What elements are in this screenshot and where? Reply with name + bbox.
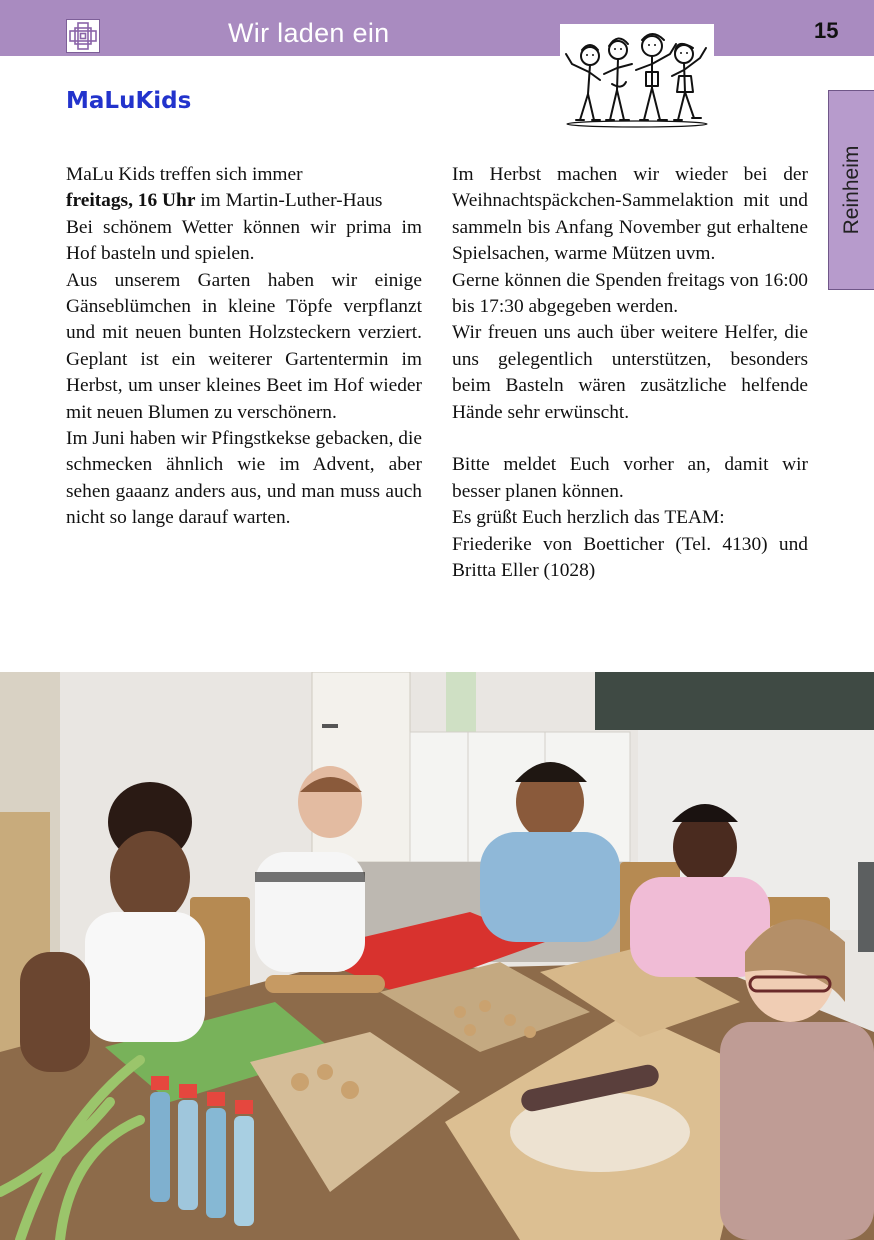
right-column	[452, 162, 808, 584]
right-paragraph-2: Gerne können die Spenden freitags von 16:00 bis 17:30 abgegeben werden.	[452, 269, 808, 318]
right-paragraph-5: Es grüßt Euch herzlich das TEAM:	[452, 507, 725, 529]
header-title: Wir laden ein	[228, 18, 390, 48]
cartoon-group-of-children-icon	[560, 24, 714, 130]
meeting-intro: MaLu Kids treffen sich immer	[66, 164, 303, 185]
left-paragraph-3: Aus unserem Garten haben wir einige Gänseblümchen in kleine Töpfe verpflanzt und mit neuen bunten Holzsteckern verziert. Geplant ist ein weiterer Gartentermin im Herbst, um unser kleines Beet im Hof wieder mit neuen Blumen zu verschönern.	[66, 269, 422, 423]
right-paragraph-4: Bitte meldet Euch vorher an, damit wir besser planen können.	[452, 454, 808, 502]
right-paragraph-3: Wir freuen uns auch über weitere Helfer, die uns gelegentlich unterstützen, besonders beim Basteln wären zusätzliche helfende Hände sehr erwünscht.	[452, 322, 808, 423]
right-paragraph-6: Friederike von Boetticher (Tel. 4130) und Britta Eller (1028)	[452, 533, 808, 582]
header-bar	[0, 0, 874, 56]
side-tab-label: Reinheim	[839, 145, 863, 235]
side-tab	[828, 90, 874, 290]
left-paragraph-2: Bei schönem Wetter können wir prima im Hof basteln und spielen.	[66, 216, 422, 265]
left-paragraph-1	[66, 162, 422, 215]
section-title: MaLuKids	[66, 88, 192, 114]
meeting-time: freitags, 16 Uhr	[66, 190, 196, 212]
left-paragraph-4: Im Juni haben wir Pfingstkekse gebacken, die schmecken ähnlich wie im Advent, aber sehen gaaanz anders aus, und man muss auch nicht so lange darauf warten.	[66, 428, 422, 529]
church-cross-icon	[66, 19, 100, 53]
page-number: 15	[814, 18, 839, 43]
right-paragraph-1: Im Herbst machen wir wieder bei der Weihnachtspäckchen-Sammelaktion mit und sammeln bis Anfang November gut erhaltene Spielsachen, warme Mützen uvm.	[452, 164, 808, 265]
left-column	[66, 162, 422, 532]
meeting-place: im Martin-Luther-Haus	[195, 190, 383, 212]
children-baking-cookies-photo	[0, 672, 874, 1240]
